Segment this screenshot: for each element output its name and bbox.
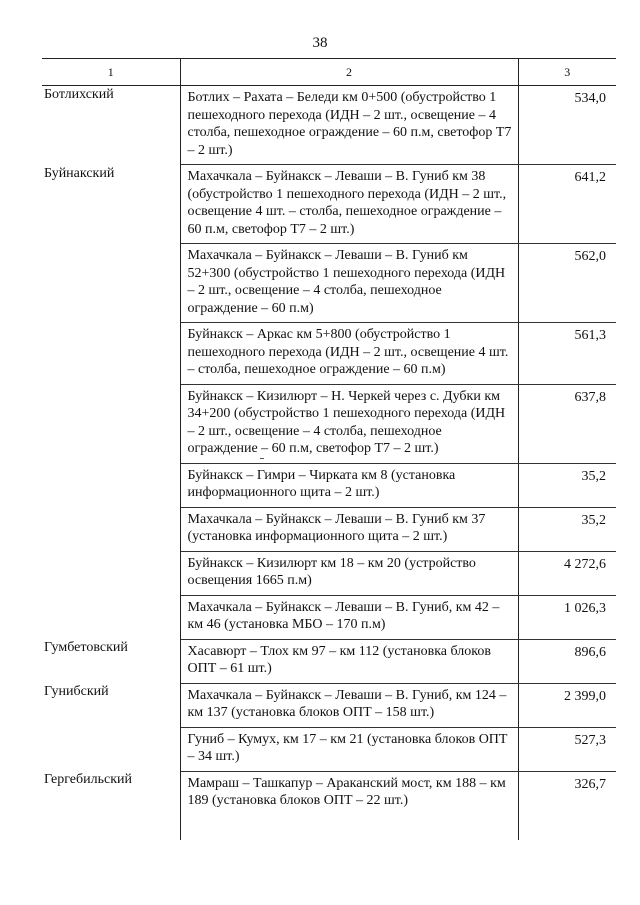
table-row [42,323,616,385]
district-cell [42,463,180,507]
district-cell [42,551,180,595]
district-cell [42,244,180,323]
description-cell: Буйнакск – Аркас км 5+800 (обустройство 1 пешеходного перехода (ИДН – 2 шт., освещение 4 шт. – столба, пешеходное ограждение – 60 п.м) [180,323,518,385]
description-cell: Ботлих – Рахата – Беледи км 0+500 (обустройство 1 пешеходного перехода (ИДН – 2 шт., освещение – 4 столба, пешеходное ограждение – 60 п.м, светофор Т7 – 2 шт.) [180,86,518,165]
table-row [42,244,616,323]
district-cell [42,727,180,771]
amount-cell: 562,0 [518,244,616,323]
description-cell: Махачкала – Буйнакск – Леваши – В. Гуниб, км 124 – км 137 (установка блоков ОПТ – 158 шт.) [180,683,518,727]
table-row [42,86,616,165]
description-cell: Махачкала – Буйнакск – Леваши – В. Гуниб км 38 (обустройство 1 пешеходного перехода (ИДН – 2 шт., освещение 4 шт. – столба, пешеходное ограждение – 60 п.м, светофор Т7 – 2 шт.) [180,165,518,244]
scan-mark [260,458,264,459]
description-cell: Буйнакск – Гимри – Чирката км 8 (установка информационного щита – 2 шт.) [180,463,518,507]
column-header-3: 3 [518,59,616,86]
page-number: 38 [312,35,328,51]
district-cell [42,507,180,551]
description-cell: Махачкала – Буйнакск – Леваши – В. Гуниб, км 42 – км 46 (установка МБО – 170 п.м) [180,595,518,639]
amount-cell: 896,6 [518,639,616,683]
table-row [42,639,616,683]
column-header-1: 1 [42,59,180,86]
table-row [42,595,616,639]
amount-cell: 637,8 [518,384,616,463]
district-cell: Гергебильский [42,771,180,840]
district-cell: Буйнакский [42,165,180,244]
amount-cell: 561,3 [518,323,616,385]
description-cell: Буйнакск – Кизилюрт км 18 – км 20 (устройство освещения 1665 п.м) [180,551,518,595]
district-cell [42,595,180,639]
description-cell: Махачкала – Буйнакск – Леваши – В. Гуниб км 37 (установка информационного щита – 2 шт.) [180,507,518,551]
description-cell: Махачкала – Буйнакск – Леваши – В. Гуниб км 52+300 (обустройство 1 пешеходного перехода (ИДН – 2 шт., освещение – 4 столба, пешеходное ограждение – 60 п.м) [180,244,518,323]
amount-cell: 35,2 [518,463,616,507]
table-row [42,551,616,595]
amount-cell: 326,7 [574,776,606,792]
column-header-2: 2 [180,59,518,86]
description-cell: Гуниб – Кумух, км 17 – км 21 (установка блоков ОПТ – 34 шт.) [180,727,518,771]
works-table [42,58,616,840]
amount-cell: 641,2 [518,165,616,244]
district-cell: Гумбетовский [42,639,180,683]
district-cell: Гунибский [42,683,180,727]
table-row [42,463,616,507]
district-cell [42,384,180,463]
amount-cell: 534,0 [518,86,616,165]
amount-cell: 35,2 [518,507,616,551]
table-row [42,771,616,840]
description-cell: Мамраш – Ташкапур – Араканский мост, км 188 – км 189 (установка блоков ОПТ – 22 шт.) [180,771,518,840]
amount-cell: 1 026,3 [518,595,616,639]
table-row [42,683,616,727]
district-cell: Ботлихский [42,86,180,165]
district-cell [42,323,180,385]
table-header-row [42,59,616,86]
table-row [42,727,616,771]
amount-cell: 2 399,0 [518,683,616,727]
description-cell: Хасавюрт – Тлох км 97 – км 112 (установка блоков ОПТ – 61 шт.) [180,639,518,683]
table-row [42,507,616,551]
description-cell: Буйнакск – Кизилюрт – Н. Черкей через с. Дубки км 34+200 (обустройство 1 пешеходного перехода (ИДН – 2 шт., освещение – 4 столба, пешеходное ограждение – 60 п.м, светофор Т7 – 2 шт.) [180,384,518,463]
table-row [42,165,616,244]
amount-cell: 527,3 [518,727,616,771]
table-row [42,384,616,463]
amount-cell: 4 272,6 [518,551,616,595]
works-table-grid [42,58,616,840]
